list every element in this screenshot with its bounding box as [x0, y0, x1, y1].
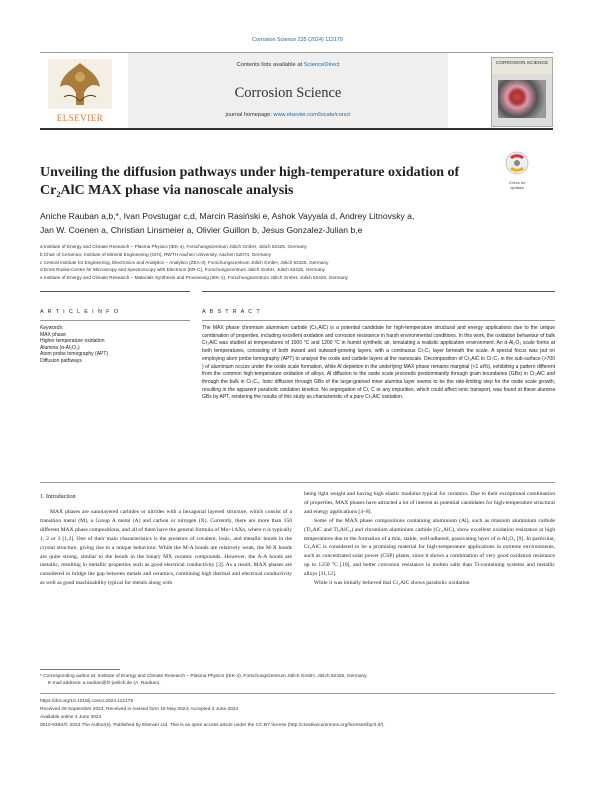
title-line-1: Unveiling the diffusion pathways under high-temperature oxidation of: [40, 165, 460, 180]
affiliation-b: b Chair of Ceramics, Institute of Mineral Engineering (GHI), RWTH Aachen University, Aachen 52074, Germany: [40, 251, 271, 257]
available-online: Available online 4 June 2024: [40, 715, 102, 720]
introduction-heading: 1. Introduction: [40, 494, 76, 500]
corresponding-author-note: * Corresponding author at: Institute of Energy and Climate Research – Plasma Physics (IEK-4), Forschungszentrum Jülich GmbH, Jülich 52425, Germany.: [40, 674, 368, 679]
homepage-label: journal homepage:: [225, 112, 274, 118]
journal-header: [40, 52, 553, 130]
keyword: Atom probe tomography (APT): [40, 351, 109, 357]
affiliation-c: c Central Institute for Engineering, Electronics and Analytics – Analytics (ZEA-3), Forschungszentrum Jülich GmbH, Jülich 52425, Germany: [40, 259, 329, 265]
sciencedirect-link[interactable]: ScienceDirect: [303, 62, 340, 68]
paragraph: Some of the MAX phase compositions containing aluminium (Al), such as titanium aluminium carbide (Ti₂AlC and Ti₃AlC₂) and chromium aluminium carbide (Cr₂AlC), show excellent oxidation resistance at high temperatures due to the formation of a thin, stable, well-adhered, passivating layer of α-Al₂O₃ [9]. In particular, Cr₂AlC is considered to be a promising material for high-temperature applications in extreme environments, such as concentrated solar power (CSP) plants, since it shows a combination of very good oxidation resistance up to 1250 °C [10], and better corrosion resistance in molten salts than Ti-containing systems and metallic alloys [11,12].: [304, 517, 555, 578]
divider: [40, 291, 190, 292]
article-info-heading: A R T I C L E I N F O: [40, 309, 120, 315]
intro-left-column: MAX phases are nanolayered carbides or nitrides with a hexagonal layered structure, which consist of a transition metal (M), a Group A metal (A) and carbon or nitrogen (X). Currently, there are more than 150 different MAX phase compositions, and all of them have the general formula of Mn+1AXn, where n is typically 1, 2 or 3 [1,2]. One of their main characteristics is the presence of covalent, ionic, and metallic bonds in the crystal structure, giving rise to a unique behaviour. While the M-A bonds are relatively weak, the M-X bonds are quite strong, similar to the bonds in the binary MX ceramic compounds. However, the A-A bonds are metallic, resulting in metallic properties such as good electrical conductivity [3]. As a result, MAX phases are considered to bridge the gap between metals and ceramics, combining high thermal and electrical conductivity as well as good machinability typical for metals along with: [40, 509, 292, 587]
affiliation-a: a Institute of Energy and Climate Research – Plasma Physics (IEK-4), Forschungszentrum Jülich GmbH, Jülich 52425, Germany: [40, 244, 307, 249]
contents-line: [128, 62, 448, 68]
affiliations: [40, 243, 555, 282]
journal-cover: [491, 57, 553, 127]
keywords-block: [40, 325, 180, 364]
check-for-updates-badge[interactable]: [502, 150, 532, 188]
keyword: Diffusion pathways: [40, 357, 82, 364]
elsevier-logo: [40, 53, 120, 128]
title-line-2: Cr₂AlC MAX phase via nanoscale analysis: [40, 182, 294, 198]
contents-text: Contents lists available at: [236, 62, 304, 68]
email-note[interactable]: E-mail address: a.rauban@fz-juelich.de (A. Rauban).: [48, 681, 161, 686]
affiliation-d: d Ernst Ruska-Centre for Microscopy and Spectroscopy with Electrons (ER-C), Forschungszentrum Jülich GmbH, Jülich 52425, Germany: [40, 267, 326, 273]
keyword: Higher temperature oxidation: [40, 338, 105, 344]
authors-line-2[interactable]: Jan W. Coenen a, Christian Linsmeier a, Olivier Guillon b, Jesus Gonzalez-Julian b,e: [40, 225, 363, 235]
affiliation-e: e Institute of Energy and Climate Research – Materials Synthesis and Processing (IEK-1), Forschungszentrum Jülich GmbH, Jülich 52425, Germany: [40, 275, 348, 281]
paragraph: being light weight and having high elastic modulus typical for ceramics. Due to their exceptional combination of properties, MAX phases have attracted a lot of interest as potential candidates for high-temperature structural and energy applications [4–8].: [304, 491, 555, 515]
check-updates-icon: [502, 150, 532, 176]
abstract-text: The MAX phase chromium aluminium carbide (Cr₂AlC) is a potential candidate for high-temperature structural and energy applications due to the unique combination of properties, including excellent oxidation and corrosion resistance in harsh environmental conditions. In this work, the oxidation behaviour of bulk Cr₂AlC was studied at temperatures of 1000 °C and 1200 °C in humid synthetic air, simulating a realistic application environment. An α-Al₂O₃ scale forms at both temperatures, consisting of both inward and outward-growing layers, with a continuous Cr₇C₃ layer beneath the scale. A special focus was put on employing atom probe tomography (APT) to analyse the oxide and carbide layers at the nanoscale. Decomposition of Cr₂AlC to Cr₇C₃ in the sub-surface (>700 ) of aluminium occurs under the oxide scale formation, while Al depletion in the underlying MAX phase remains marginal (<1 at%), exhibiting a pattern different from the common high-temperature oxidation of alloys. Al diffusion to the oxide scale proceeds predominantly through grain boundaries (GBs) in Cr₂AlC and through the bulk in Cr₇C₃. Ionic diffusion through GBs of the large-grained inner alumina layer seems to be the rate-limiting step for the oxide scale growth, resulting in the apparent parabolic oxidation kinetics. No segregation of Cr, C or any impurities, which could affect ionic transport, was found at these alumina GBs by APT, rendering the results of this study as characteristic of a pure Cr₂AlC oxidation.: [202, 325, 555, 401]
keyword: MAX phase: [40, 331, 66, 338]
article-title: [40, 164, 480, 199]
homepage-link[interactable]: www.elsevier.com/locate/corsci: [273, 112, 351, 118]
intro-right-column: [304, 490, 555, 588]
keyword: Alumina (α-Al₂O₃): [40, 344, 80, 351]
paragraph: While it was initially believed that Cr₂AlC shows parabolic oxidation: [314, 580, 470, 587]
publisher-name: ELSEVIER: [56, 113, 104, 123]
journal-banner: [128, 53, 448, 128]
divider: [202, 291, 555, 292]
author-list: [40, 209, 555, 237]
license-note[interactable]: 0010-938X/© 2024 The Author(s). Published by Elsevier Ltd. This is an open access article under the CC BY license (http://creativecommons.org/licenses/by/4.0/).: [40, 723, 385, 728]
journal-reference[interactable]: Corrosion Science 235 (2024) 112179: [252, 37, 343, 43]
cover-title: CORROSION SCIENCE: [492, 58, 552, 74]
keywords-label: Keywords:: [40, 325, 64, 331]
cover-image: [498, 80, 546, 118]
doi-link[interactable]: https://doi.org/10.1016/j.corsci.2024.112179: [40, 699, 133, 704]
authors-line-1[interactable]: Aniche Rauban a,b,*, Ivan Povstugar c,d, Marcin Rasiński e, Ashok Vayyala d, Andrey Litnovsky a,: [40, 211, 415, 221]
check-updates-label: Check for updates: [508, 181, 526, 190]
homepage-line: [128, 112, 448, 118]
received-dates: Received 29 September 2023; Received in revised form 19 May 2024; Accepted 3 June 2024: [40, 707, 239, 712]
journal-title: Corrosion Science: [234, 85, 342, 101]
abstract-heading: A B S T R A C T: [202, 309, 262, 315]
